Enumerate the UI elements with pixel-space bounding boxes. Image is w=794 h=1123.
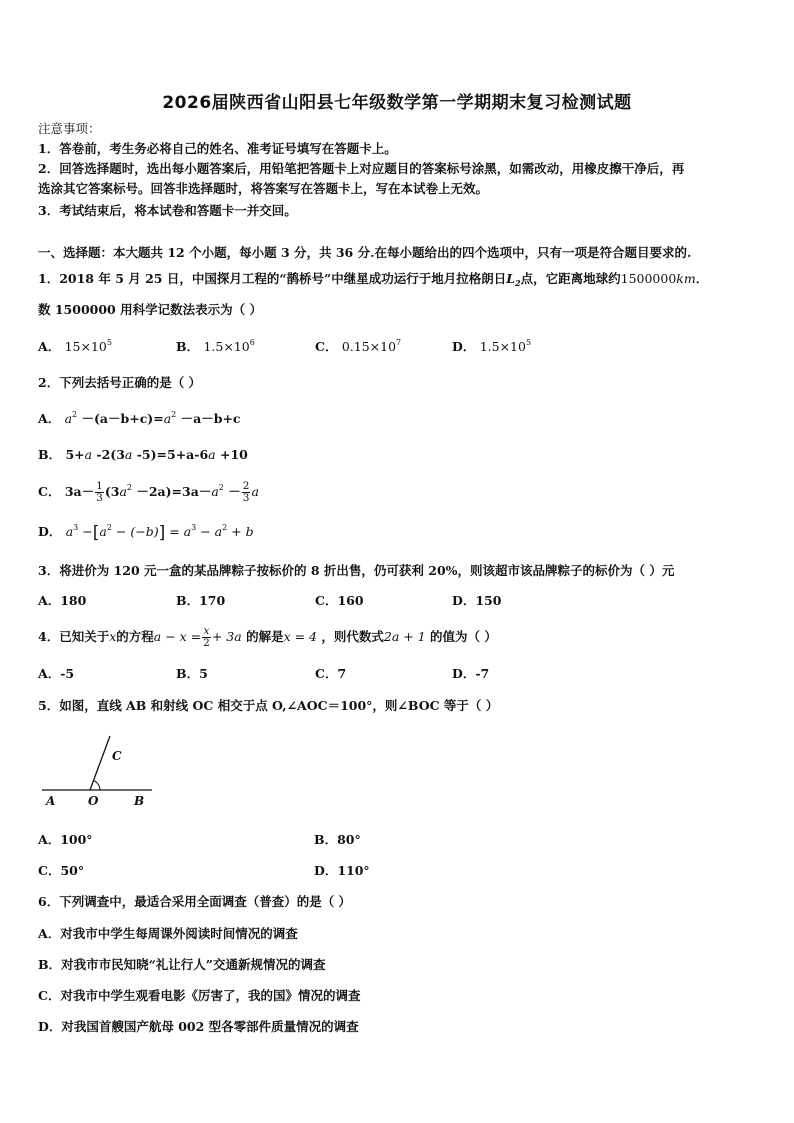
label-c: C bbox=[112, 749, 122, 763]
q3-stem: 3．将进价为 120 元一盒的某品牌粽子按标价的 8 折出售，仍可获利 20%，则该超市该品牌粽子的标价为（ ）元 bbox=[38, 563, 675, 578]
q1-option-c[interactable]: C． $0.15\times 10^7$ bbox=[315, 338, 402, 354]
q1-option-b[interactable]: B． $1.5\times 10^6$ bbox=[176, 338, 255, 354]
notice-heading: 注意事项： bbox=[38, 121, 101, 136]
notice-item-2: 2．回答选择题时，选出每小题答案后，用铅笔把答题卡上对应题目的答案标号涂黑，如需改动，用橡皮擦干净后，再 bbox=[38, 161, 685, 176]
q3-option-d[interactable]: D．150 bbox=[452, 593, 502, 608]
q1-point: $L_2$ bbox=[506, 271, 521, 288]
q5-options-row1 bbox=[38, 830, 760, 850]
label-o: O bbox=[88, 794, 99, 808]
frac-two-thirds: $\frac{2}{3}$ bbox=[242, 480, 250, 504]
q1-distance: 1500000 bbox=[620, 271, 677, 286]
q4-options bbox=[38, 664, 760, 684]
notice-item-3: 3．考试结束后，将本试卷和答题卡一并交回。 bbox=[38, 203, 297, 218]
q1-options bbox=[38, 337, 760, 357]
q1-unit: km bbox=[676, 271, 696, 286]
q5-figure bbox=[38, 730, 158, 810]
q2-option-c[interactable]: C． 3a－ $\frac{1}{3}$ $(3a^2 -2a)=3a-a^2$ － $\frac{2}{3}$ a bbox=[38, 480, 259, 504]
q2-option-d[interactable]: D． $a^3 -[a^2 - (-b)] = a^3 - a^2 + b$ bbox=[38, 523, 254, 543]
q1-option-a[interactable]: A． $15\times 10^5$ bbox=[38, 338, 112, 354]
page-title: 2026届陕西省山阳县七年级数学第一学期期末复习检测试题 bbox=[162, 93, 632, 113]
q1-text-b: 点，它距离地球约 bbox=[520, 271, 621, 286]
notice-item-2-cont: 选涂其它答案标号。回答非选择题时，将答案写在答题卡上，写在本试卷上无效。 bbox=[38, 181, 489, 196]
q5-option-a[interactable]: A．100° bbox=[38, 832, 93, 847]
q5-option-b[interactable]: B．80° bbox=[314, 832, 361, 847]
label-b: B bbox=[134, 794, 145, 808]
q2-stem: 2．下列去括号正确的是（ ） bbox=[38, 375, 202, 390]
q5-option-d[interactable]: D．110° bbox=[314, 863, 370, 878]
q2-option-b[interactable]: B． 5+a -2(3a -5)=5+a-6a +10 bbox=[38, 447, 248, 462]
frac-x-over-2: $\frac{x}{2}$ bbox=[203, 625, 210, 649]
q3-option-a[interactable]: A．180 bbox=[38, 593, 87, 608]
q6-option-c[interactable]: C．对我市中学生观看电影《厉害了，我的国》情况的调查 bbox=[38, 988, 361, 1003]
q1-option-d[interactable]: D． $1.5\times 10^5$ bbox=[452, 338, 532, 354]
q4-option-b[interactable]: B．5 bbox=[176, 666, 208, 681]
q5-option-c[interactable]: C．50° bbox=[38, 863, 85, 878]
q1-stem: 1．2018 年 5 月 25 日，中国探月工程的“鹊桥号”中继星成功运行于地月拉格朗日$L_2$点，它距离地球约1500000km． bbox=[38, 271, 709, 288]
notice-item-1: 1．答卷前，考生务必将自己的姓名、准考证号填写在答题卡上。 bbox=[38, 141, 397, 156]
angle-arc bbox=[94, 781, 101, 790]
q3-option-c[interactable]: C．160 bbox=[315, 593, 364, 608]
section-heading: 一、选择题：本大题共 12 个小题，每小题 3 分，共 36 分.在每小题给出的四个选项中，只有一项是符合题目要求的. bbox=[38, 245, 692, 260]
frac-one-third: $\frac{1}{3}$ bbox=[96, 480, 103, 504]
q3-options bbox=[38, 591, 760, 611]
q6-option-b[interactable]: B．对我市市民知晓“礼让行人”交通新规情况的调查 bbox=[38, 957, 326, 972]
q3-option-b[interactable]: B．170 bbox=[176, 593, 226, 608]
q6-stem: 6．下列调查中，最适合采用全面调查（普查）的是（ ） bbox=[38, 894, 352, 909]
q4-option-c[interactable]: C．7 bbox=[315, 666, 347, 681]
q4-option-d[interactable]: D．-7 bbox=[452, 666, 490, 681]
q6-option-d[interactable]: D．对我国首艘国产航母 002 型各零部件质量情况的调查 bbox=[38, 1019, 359, 1034]
q1-stem-cont: 数 1500000 用科学记数法表示为（ ） bbox=[38, 302, 262, 317]
q1-text-a: 1．2018 年 5 月 25 日，中国探月工程的“鹊桥号”中继星成功运行于地月拉格朗日 bbox=[38, 271, 507, 286]
q5-stem: 5．如图，直线 AB 和射线 OC 相交于点 O,∠AOC＝100°，则∠BOC 等于（ ） bbox=[38, 698, 499, 713]
q6-option-a[interactable]: A．对我市中学生每周课外阅读时间情况的调查 bbox=[38, 926, 298, 941]
q2-option-a[interactable]: A． $a^2 -(a-b+c)=a^2 -a-b+c$ bbox=[38, 410, 241, 426]
q4-stem: 4．已知关于x的方程a − x = $\frac{x}{2}$ + 3a 的解是x = 4 ，则代数式2a + 1 的值为（ ） bbox=[38, 625, 497, 649]
q5-options-row2 bbox=[38, 861, 760, 881]
q4-option-a[interactable]: A．-5 bbox=[38, 666, 75, 681]
ray-oc bbox=[90, 736, 110, 790]
label-a: A bbox=[46, 794, 56, 808]
